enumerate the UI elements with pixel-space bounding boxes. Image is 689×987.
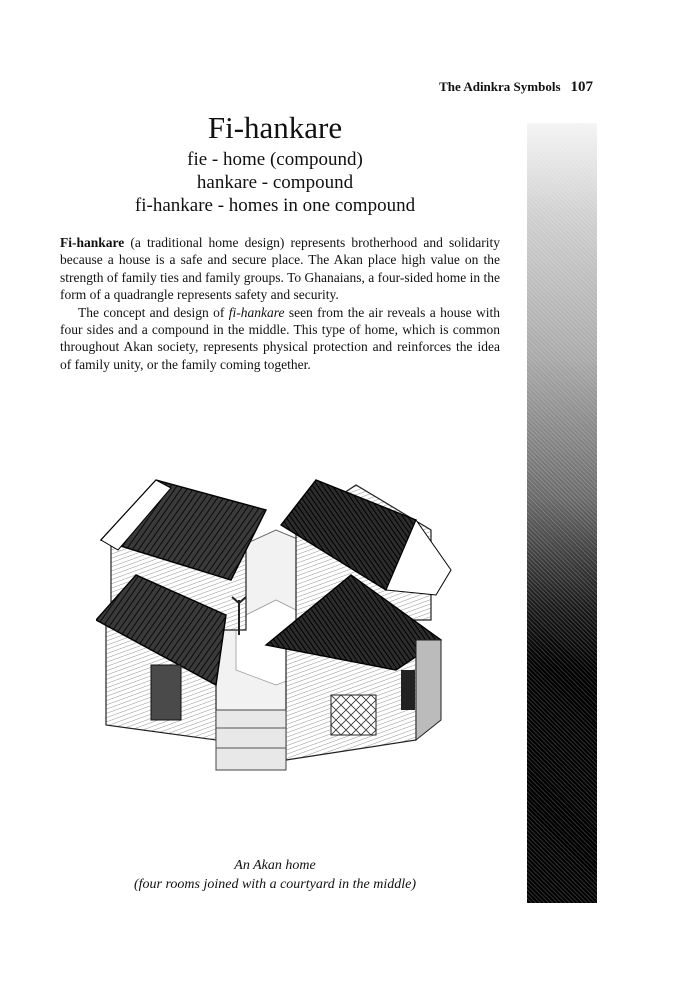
caption-line-1: An Akan home — [234, 858, 316, 873]
subtitle-line-2: hankare - compound — [196, 172, 354, 193]
page-number: 107 — [570, 79, 593, 95]
paragraph-2-start: The concept and design of — [78, 304, 229, 320]
akan-home-illustration — [96, 470, 456, 800]
paragraph-2 — [60, 304, 500, 374]
page-title: Fi-hankare — [207, 110, 343, 145]
body-text — [60, 234, 500, 373]
title-block — [80, 108, 470, 217]
subtitle-line-3: fi-hankare - homes in one compound — [134, 195, 416, 216]
paragraph-1-text: (a traditional home design) represents brotherhood and solidarity because a house is a safe and secure place. The Akan place high value on the strength of family ties and family groups. To Ghanaians, a four-sided home in the form of a quadrangle represents safety and security. — [60, 235, 500, 303]
running-title: The Adinkra Symbols — [439, 79, 561, 94]
figure-caption — [80, 856, 470, 894]
term-fi-hankare-italic: fi-hankare — [228, 304, 285, 320]
subtitle-line-1: fie - home (compound) — [187, 149, 363, 170]
thumb-index-tab — [527, 123, 597, 903]
term-fi-hankare: Fi-hankare — [60, 235, 125, 250]
running-header — [439, 79, 593, 96]
caption-line-2: (four rooms joined with a courtyard in the middle) — [133, 877, 417, 892]
paragraph-2-text: seen from the air reveals a house with four sides and a compound in the middle. This type of home, which is common throughout Akan society, represents physical protection and reinforces the idea of family unity, or the family coming together. — [60, 304, 500, 372]
paragraph-1 — [60, 234, 500, 304]
